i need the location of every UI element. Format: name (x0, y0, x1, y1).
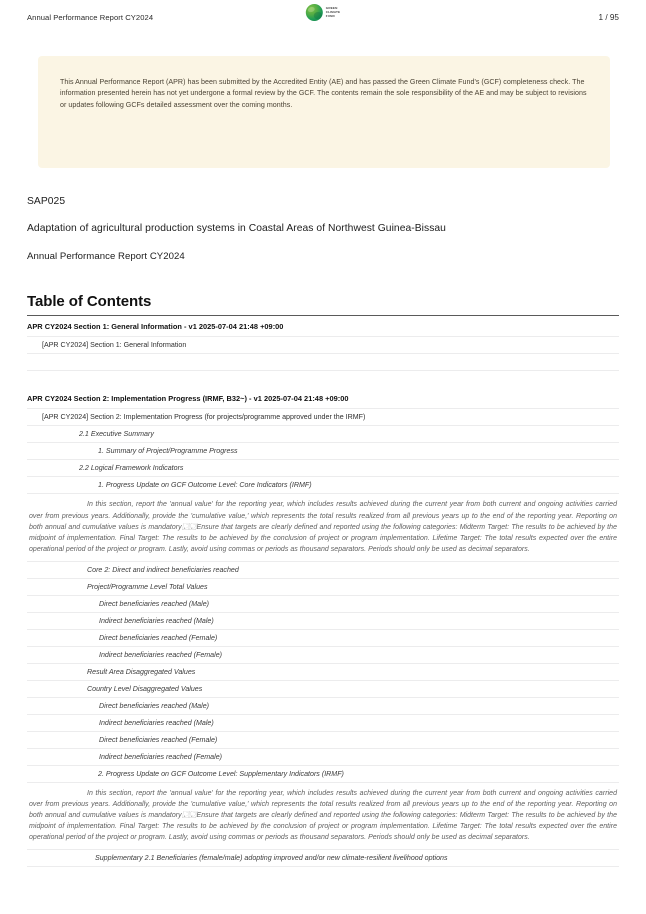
page-number: 1 / 95 (598, 12, 619, 22)
toc-guidance-text: In this section, report the 'annual value' for the reporting year, which includes results achieved during the current year from both current and ongoing activities carried over from previous years. Additionally, provide the 'cumulative value,' which represents the total results realized from all previous years up to the end of the reporting year. Reporting on both annual and cumulative values is mandatory⿿⿿Ensure that targets are clearly defined and reported using the following categories: Midterm Target: The results to be achieved by the midpoint of implementation. Final Target: The results to be achieved by the conclusion of project or program implementation. Lifetime Target: The total results expected over the entire operational period of the project or program. Lastly, avoid using commas or periods as thousand separators. Periods should only be used as decimal separators. (29, 501, 617, 553)
toc-entry-row[interactable] (27, 664, 619, 681)
toc-entry-label: 1. Progress Update on GCF Outcome Level: Core Indicators (IRMF) (98, 481, 312, 490)
toc-entry-label: Direct beneficiaries reached (Male) (99, 701, 209, 710)
toc-entry-label: Indirect beneficiaries reached (Female) (99, 752, 223, 761)
toc-entry-label: 2.1 Executive Summary (79, 430, 154, 439)
toc-entry-row[interactable] (27, 579, 619, 596)
toc-entry-row[interactable] (27, 443, 619, 460)
toc-entry-row[interactable] (27, 630, 619, 647)
toc-entry-row[interactable] (27, 596, 619, 613)
report-code: SAP025 (27, 196, 66, 208)
toc-entry-label: [APR CY2024] Section 2: Implementation Progress (for projects/programme approved under the IRMF) (42, 413, 366, 422)
toc-section-row[interactable] (27, 316, 619, 337)
toc-entry-label: 2.2 Logical Framework Indicators (79, 464, 184, 473)
logo-wordmark-line1: GREEN (325, 6, 338, 11)
gcf-logo (306, 4, 340, 21)
toc-entry-row[interactable] (27, 647, 619, 664)
toc-entry-row[interactable] (27, 613, 619, 630)
report-subtitle: Annual Performance Report CY2024 (27, 251, 185, 263)
toc-entry-label: APR CY2024 Section 1: General Information - v1 2025-07-04 21:48 +09:00 (27, 322, 284, 332)
toc-spacer-row (27, 354, 619, 371)
toc-entry-row[interactable] (27, 562, 619, 579)
toc-entry-row[interactable] (27, 337, 619, 354)
header-title: Annual Performance Report CY2024 (27, 12, 154, 22)
toc-guidance-note (27, 783, 619, 850)
toc-guidance-text: In this section, report the 'annual value' for the reporting year, which includes results achieved during the current year from both current and ongoing activities carried over from previous years. Additionally, provide the 'cumulative value,' which represents the total results realized from all previous years up to the end of the reporting year. Reporting on both annual and cumulative values is mandatory⿿⿿Ensure that targets are clearly defined and reported using the following categories: Midterm Target: The results to be achieved by the midpoint of implementation. Final Target: The results to be achieved by the conclusion of project or program implementation. Lifetime Target: The total results expected over the entire operational period of the project or program. Lastly, avoid using commas or periods as thousand separators. Periods should only be used as decimal separators. (29, 789, 617, 841)
toc-list (27, 316, 619, 866)
logo-wordmark (326, 7, 340, 17)
toc-entry-label: Core 2: Direct and indirect beneficiaries reached (87, 565, 239, 574)
toc-entry-row[interactable] (27, 732, 619, 749)
toc-section-row[interactable] (27, 388, 619, 409)
toc-entry-row[interactable] (27, 426, 619, 443)
report-title: Adaptation of agricultural production systems in Coastal Areas of Northwest Guinea-Bissau (27, 223, 446, 235)
green-globe-icon (306, 4, 323, 21)
toc-entry-label: Result Area Disaggregated Values (87, 667, 196, 676)
page-header (27, 0, 619, 34)
toc-entry-label: Indirect beneficiaries reached (Female) (99, 650, 223, 659)
toc-entry-row[interactable] (27, 460, 619, 477)
toc-entry-label: APR CY2024 Section 2: Implementation Progress (IRMF, B32~) - v1 2025-07-04 21:48 +09:00 (27, 394, 349, 404)
toc-entry-label: Project/Programme Level Total Values (87, 582, 208, 591)
completeness-notice-text: This Annual Performance Report (APR) has been submitted by the Accredited Entity (AE) and has passed the Green Climate Fund's (GCF) completeness check. The information presented herein has not yet undergone a formal review by the GCF. The contents remain the sole responsibility of the AE and may be subject to revisions or updates following GCFs detailed assessment over the coming months. (60, 78, 587, 109)
toc-entry-row[interactable] (27, 715, 619, 732)
toc-entry-label: Direct beneficiaries reached (Male) (99, 599, 209, 608)
toc-entry-row[interactable] (27, 766, 619, 783)
toc-entry-label: Direct beneficiaries reached (Female) (99, 735, 218, 744)
toc-entry-label: Indirect beneficiaries reached (Male) (99, 718, 214, 727)
completeness-notice-box (38, 56, 610, 168)
toc-entry-label: Direct beneficiaries reached (Female) (99, 633, 218, 642)
toc-entry-row[interactable] (27, 850, 619, 867)
logo-wordmark-line2: CLIMATE (325, 9, 341, 14)
toc-entry-label: 1. Summary of Project/Programme Progress (98, 447, 238, 456)
toc-entry-row[interactable] (27, 749, 619, 766)
toc-entry-row[interactable] (27, 698, 619, 715)
toc-entry-row[interactable] (27, 409, 619, 426)
toc-guidance-note (27, 494, 619, 561)
toc-entry-row[interactable] (27, 477, 619, 494)
logo-wordmark-line3: FUND (325, 13, 335, 18)
toc-entry-label: Country Level Disaggregated Values (87, 684, 203, 693)
toc-entry-label: Indirect beneficiaries reached (Male) (99, 616, 214, 625)
toc-entry-row[interactable] (27, 681, 619, 698)
toc-entry-label: [APR CY2024] Section 1: General Information (42, 341, 187, 350)
report-identity (27, 196, 619, 262)
table-of-contents (27, 293, 619, 866)
toc-entry-label: Supplementary 2.1 Beneficiaries (female/male) adopting improved and/or new climate-resilient livelihood options (95, 853, 448, 862)
toc-spacer-row (27, 371, 619, 388)
toc-heading: Table of Contents (27, 293, 619, 316)
toc-entry-label: 2. Progress Update on GCF Outcome Level: Supplementary Indicators (IRMF) (98, 769, 344, 778)
